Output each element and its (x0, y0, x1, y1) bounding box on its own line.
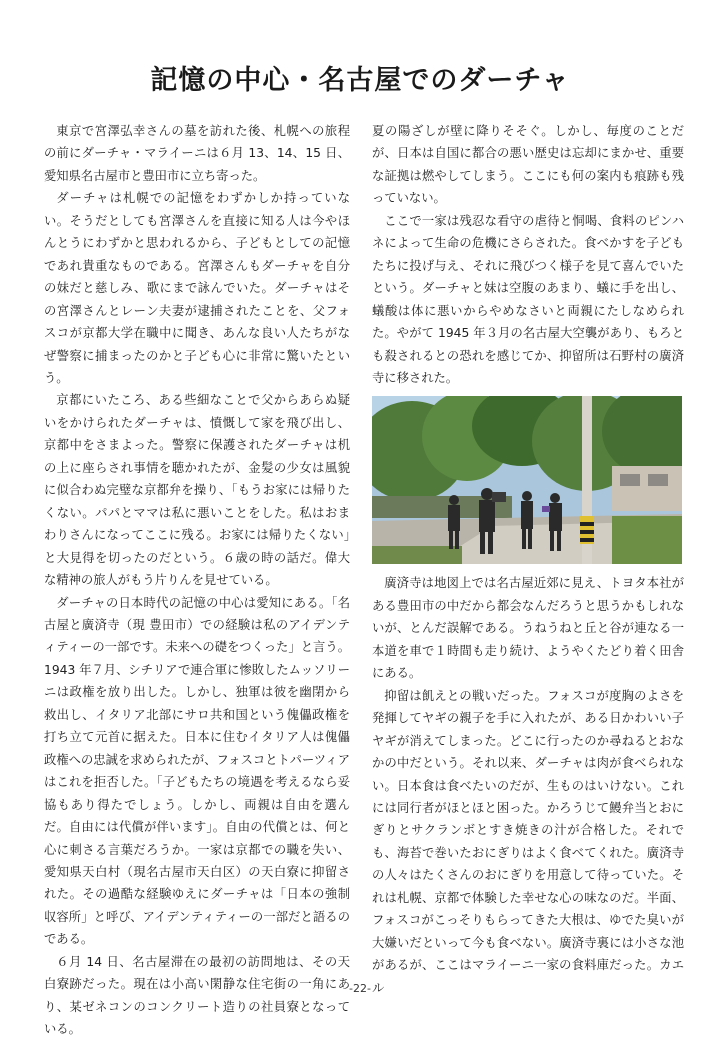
page-number: -22- (349, 982, 371, 995)
paragraph: 廣済寺は地図上では名古屋近郊に見え、トヨタ本社がある豊田市の中だから都会なんだろうと思うかもしれないが、とんだ誤解である。うねうねと丘と谷が連なる一本道を車で１時間も走り続け、ようやくたどり着く田舎にある。 (372, 576, 684, 681)
right-column (372, 120, 684, 999)
paragraph: ダーチャの日本時代の記憶の中心は愛知にある。「名古屋と廣済寺（現 豊田市）での経験は私のアイデンティティーの一部です。未来への礎をつくった」と言う。1943 年７月、シチリアで連合軍に惨敗したムッソリーニは政権を放り出した。しかし、独軍は彼を幽閉から救出し、イタリア北部にサロ共和国という傀儡政権を打ち立て元首に据えた。日本に住むイタリア人は傀儡政権への忠誠を求められたが、フォスコとトパーツィアはこれを拒否した。「子どもたちの境遇を考えるなら妥協もあり得たでしょう。しかし、両親は自由を選んだ。自由には代償が伴います」。自由の代償とは、何と心に刺さる言葉だろうか。一家は京都での職を失い、愛知県天白村（現名古屋市天白区）の天白寮に抑留された。その過酷な経験ゆえにダーチャは「日本の強制収容所」と呼び、アイデンティティーの一部だと語るのである。 (44, 595, 350, 947)
paragraph: ６月 14 日、名古屋滞在の最初の訪問地は、その天白寮跡だった。現在は小高い閑静な住宅街の一角にあり、某ゼネコンのコンクリート造りの社員寮となっている。 (44, 954, 350, 1037)
left-column (44, 120, 350, 1041)
paragraph: 東京で宮澤弘幸さんの墓を訪れた後、札幌への旅程の前にダーチャ・マライーニは６月 13、14、15 日、愛知県名古屋市と豊田市に立ち寄った。 (44, 124, 350, 183)
paragraph: 抑留は飢えとの戦いだった。フォスコが度胸のよさを発揮してヤギの親子を手に入れたが、ある日かわいい子ヤギが消えてしまった。どこに行ったのか尋ねるとおなかの中だという。それ以来、ダーチャは肉が食べられない。日本食は食べたいのだが、生ものはいけない。これには同行者がほとほと困った。かろうじて鰻弁当とおにぎりとサクランボとすき焼きの汁が合格した。それでも、海苔で巻いたおにぎりはよく食べてくれた。廣済寺の人々はたくさんのおにぎりを用意して待っていた。それは札幌、京都で体験した幸せな心の味なのだ。半面、フォスコがこっそりもらってきた大根は、ゆでた臭いが大嫌いだといって今も食べない。廣済寺裏には小さな池があるが、ここはマライーニ一家の食料庫だった。カエル (372, 688, 684, 995)
paragraph: 夏の陽ざしが壁に降りそそぐ。しかし、毎度のことだが、日本は自国に都合の悪い歴史は忘却にまかせ、重要な証拠は燃やしてしまう。ここにも何の案内も痕跡も残っていない。 (372, 124, 684, 206)
paragraph: 京都にいたころ、ある些細なことで父からあらぬ疑いをかけられたダーチャは、憤慨して家を飛び出し、京都中をさまよった。警察に保護されたダーチャは机の上に座らされ事情を聴かれたが、金髪の少女は風貌に似合わぬ完璧な京都弁を操り、「もうお家には帰りたくない。パパとママは私に悪いことをした。私はおまわりさんになってここに残る。お家には帰りたくない」と大見得を切ったのだという。６歳の時の話だ。偉大な精神の旅人がもう片りんを見せている。 (44, 393, 350, 588)
page-title: 記憶の中心・名古屋でのダーチャ (150, 65, 570, 96)
street-photo (372, 396, 682, 564)
paragraph: ここで一家は残忍な看守の虐待と恫喝、食料のピンハネによって生命の危機にさらされた。食べかすを子どもたちに投げ与え、それに飛びつく様子を見て喜んでいたという。ダーチャと妹は空腹のあまり、蟻に手を出し、蟻酸は体に悪いからやめなさいと両親にたしなめられた。やがて 1945 年３月の名古屋大空襲があり、もろとも殺されるとの恐れを感じてか、抑留所は石野村の廣済寺に移された。 (372, 213, 684, 385)
paragraph: ダーチャは札幌での記憶をわずかしか持っていない。そうだとしても宮澤さんを直接に知る人は今やほんとうにわずかと思われるから、子どもとしての記憶であれ貴重なものである。宮澤さんもダーチャを自分の妹だと慈しみ、歌にまで詠んでいた。ダーチャはその宮澤さんとレーン夫妻が逮捕されたことを、父フォスコが京都大学在職中に聞き、あんな良い人たちがなぜ警察に捕まったのかと子ども心に非常に驚いたという。 (44, 191, 350, 385)
photo-illustration (372, 396, 682, 564)
